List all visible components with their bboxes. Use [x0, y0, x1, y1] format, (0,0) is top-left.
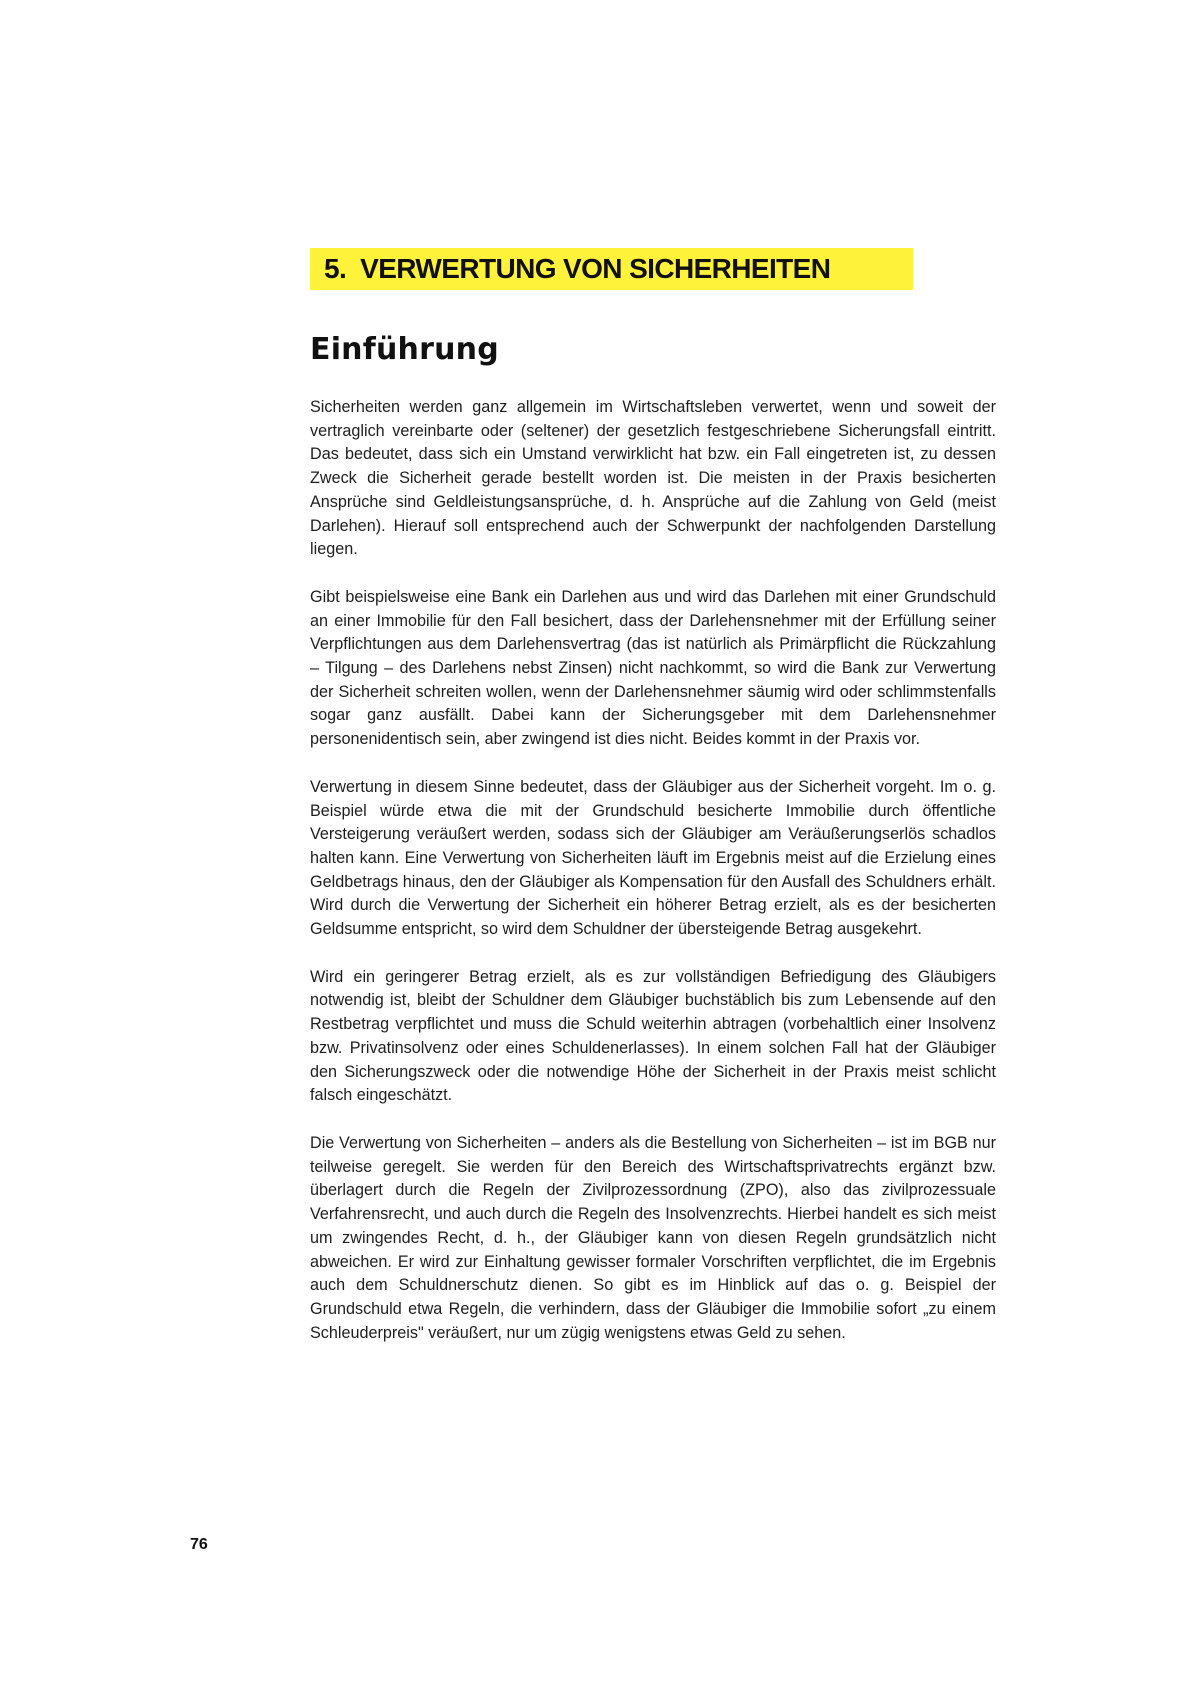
- page-number: 76: [190, 1536, 208, 1553]
- paragraph: Gibt beispielsweise eine Bank ein Darlehen aus und wird das Darlehen mit einer Grundschuld an einer Immobilie für den Fall besichert, dass der Darlehensnehmer mit der Erfüllung seiner Verpflichtungen aus dem Darlehensvertrag (das ist natürlich als Primärpflicht die Rückzahlung – Tilgung – des Darlehens nebst Zinsen) nicht nachkommt, so wird die Bank zur Verwertung der Sicherheit schreiten wollen, wenn der Darlehensnehmer säumig wird oder schlimmstenfalls sogar ganz ausfällt. Dabei kann der Sicherungsgeber mit dem Darlehensnehmer personenidentisch sein, aber zwingend ist dies nicht. Beides kommt in der Praxis vor.: [310, 587, 996, 749]
- chapter-heading: [310, 248, 913, 290]
- paragraph: Verwertung in diesem Sinne bedeutet, dass der Gläubiger aus der Sicherheit vorgeht. Im o. g. Beispiel würde etwa die mit der Grundschuld besicherte Immobilie durch öffentliche Versteigerung veräußert werden, sodass sich der Gläubiger am Veräußerungserlös schadlos halten kann. Eine Verwertung von Sicherheiten läuft im Ergebnis meist auf die Erzielung eines Geldbetrags hinaus, den der Gläubiger als Kompensation für den Ausfall des Schuldners erhält. Wird durch die Verwertung der Sicherheit ein höherer Betrag erzielt, als es der besicherten Geldsumme entspricht, so wird dem Schuldner der übersteigende Betrag ausgekehrt.: [310, 777, 996, 939]
- chapter-title: VERWERTUNG VON SICHERHEITEN: [360, 253, 831, 284]
- body-text: [310, 396, 996, 1369]
- paragraph: Sicherheiten werden ganz allgemein im Wirtschaftsleben verwertet, wenn und soweit der vertraglich vereinbarte oder (seltener) der gesetzlich festgeschriebene Sicherungsfall eintritt. Das bedeutet, dass sich ein Umstand verwirklicht hat bzw. ein Fall eingetreten ist, zu dessen Zweck die Sicherheit gerade bestellt worden ist. Die meisten in der Praxis besicherten Ansprüche sind Geldleistungsansprüche, d. h. Ansprüche auf die Zahlung von Geld (meist Darlehen). Hierauf soll entsprechend auch der Schwerpunkt der nachfolgenden Darstellung liegen.: [310, 398, 996, 559]
- paragraph: Die Verwertung von Sicherheiten – anders als die Bestellung von Sicherheiten – ist im BGB nur teilweise geregelt. Sie werden für den Bereich des Wirtschaftsprivatrechts ergänzt bzw. überlagert durch die Regeln der Zivilprozessordnung (ZPO), also das zivilprozessuale Verfahrensrecht, und auch durch die Regeln des Insolvenzrechts. Hierbei handelt es sich meist um zwingendes Recht, d. h., der Gläubiger kann von diesen Regeln grundsätzlich nicht abweichen. Er wird zur Einhaltung gewisser formaler Vorschriften verpflichtet, die im Ergebnis auch dem Schuldnerschutz dienen. So gibt es im Hinblick auf das o. g. Beispiel der Grundschuld etwa Regeln, die verhindern, dass der Gläubiger die Immobilie sofort „zu einem Schleuderpreis" veräußert, nur um zügig wenigstens etwas Geld zu sehen.: [310, 1133, 996, 1342]
- chapter-number: 5.: [324, 253, 347, 284]
- paragraph: Wird ein geringerer Betrag erzielt, als es zur vollständigen Befriedigung des Gläubigers notwendig ist, bleibt der Schuldner dem Gläubiger buchstäblich bis zum Lebensende auf den Restbetrag verpflichtet und muss die Schuld weiterhin abtragen (vorbehaltlich einer Insolvenz bzw. Privatinsolvenz oder eines Schuldenerlasses). In einem solchen Fall hat der Gläubiger den Sicherungszweck oder die notwendige Höhe der Sicherheit in der Praxis meist schlicht falsch eingeschätzt.: [310, 967, 996, 1105]
- section-title: Einführung: [310, 332, 499, 367]
